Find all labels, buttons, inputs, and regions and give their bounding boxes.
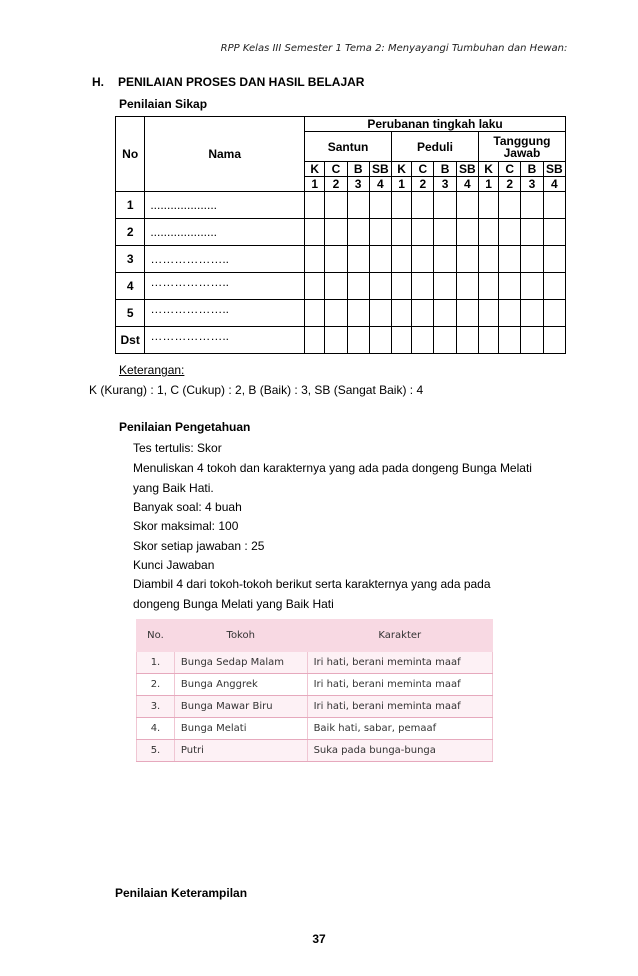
kunci-karakter: Iri hati, berani meminta maaf: [307, 674, 492, 696]
kunci-tokoh: Bunga Melati: [174, 718, 307, 740]
row-no: 1: [116, 192, 145, 219]
keterampilan-title: Penilaian Keterampilan: [115, 886, 248, 900]
pengetahuan-line: Diambil 4 dari tokoh-tokoh berikut serta karakternya yang ada pada: [133, 577, 491, 591]
table-row: [137, 652, 493, 674]
kunci-karakter: Baik hati, sabar, pemaaf: [307, 718, 492, 740]
row-no: 5: [116, 300, 145, 327]
row-name: ………………..: [145, 273, 305, 300]
sikap-table: [115, 116, 566, 354]
row-name: ………………..: [145, 246, 305, 273]
row-no: 4: [116, 273, 145, 300]
section-heading: [92, 75, 364, 89]
running-header: RPP Kelas III Semester 1 Tema 2: Menyayangi Tumbuhan dan Hewan:: [220, 43, 568, 54]
group-santun: Santun: [305, 132, 392, 162]
sub-letter: SB: [456, 162, 478, 177]
table-row: [116, 300, 566, 327]
table-row: [137, 696, 493, 718]
sub-score: 3: [521, 177, 543, 192]
group-tanggung-jawab: Tanggung Jawab: [478, 132, 565, 162]
col-nama-header: Nama: [145, 117, 305, 192]
sub-score: 1: [392, 177, 412, 192]
sub-score: 3: [347, 177, 369, 192]
sub-score: 4: [456, 177, 478, 192]
kunci-no: 5.: [137, 740, 175, 762]
pengetahuan-title: Penilaian Pengetahuan: [119, 420, 251, 434]
sub-score: 2: [325, 177, 347, 192]
pengetahuan-line: Skor maksimal: 100: [133, 519, 239, 533]
kunci-tokoh: Putri: [174, 740, 307, 762]
row-name: ………………..: [145, 327, 305, 354]
sub-score: 3: [434, 177, 456, 192]
sub-letter: SB: [543, 162, 565, 177]
sub-letter: SB: [369, 162, 391, 177]
kunci-no: 3.: [137, 696, 175, 718]
kunci-tokoh: Bunga Mawar Biru: [174, 696, 307, 718]
sub-letter: B: [521, 162, 543, 177]
kunci-karakter: Iri hati, berani meminta maaf: [307, 652, 492, 674]
kunci-tokoh: Bunga Anggrek: [174, 674, 307, 696]
group-peduli: Peduli: [392, 132, 479, 162]
pengetahuan-line: Banyak soal: 4 buah: [133, 500, 242, 514]
sub-score: 1: [305, 177, 325, 192]
section-title: PENILAIAN PROSES DAN HASIL BELAJAR: [118, 75, 365, 89]
table-row: [137, 740, 493, 762]
sub-letter: C: [499, 162, 521, 177]
table-row: [116, 192, 566, 219]
sub-letter: C: [325, 162, 347, 177]
table-row: [116, 246, 566, 273]
sub-score: 2: [499, 177, 521, 192]
pengetahuan-line: Skor setiap jawaban : 25: [133, 539, 265, 553]
pengetahuan-line: Menuliskan 4 tokoh dan karakternya yang ada pada dongeng Bunga Melati: [133, 461, 532, 475]
table-row: [137, 674, 493, 696]
kunci-no: 2.: [137, 674, 175, 696]
kunci-no: 4.: [137, 718, 175, 740]
row-name: ....................: [145, 219, 305, 246]
sub-letter: K: [392, 162, 412, 177]
keterangan-label: Keterangan:: [119, 363, 185, 377]
row-name: ....................: [145, 192, 305, 219]
row-name: ………………..: [145, 300, 305, 327]
table-row: [116, 327, 566, 354]
table-row: [137, 718, 493, 740]
kunci-karakter: Suka pada bunga-bunga: [307, 740, 492, 762]
kunci-header-no: No.: [137, 620, 175, 652]
sub-letter: K: [305, 162, 325, 177]
sub-score: 4: [543, 177, 565, 192]
sub-score: 2: [412, 177, 434, 192]
sub-letter: K: [478, 162, 498, 177]
pengetahuan-line: Kunci Jawaban: [133, 558, 215, 572]
page-number: 37: [312, 932, 326, 946]
kunci-no: 1.: [137, 652, 175, 674]
section-number: H.: [92, 75, 104, 89]
kunci-jawaban-table: [136, 619, 493, 762]
kunci-tokoh: Bunga Sedap Malam: [174, 652, 307, 674]
row-no: 2: [116, 219, 145, 246]
keterangan-text: K (Kurang) : 1, C (Cukup) : 2, B (Baik) : 3, SB (Sangat Baik) : 4: [89, 383, 424, 397]
sikap-title: Penilaian Sikap: [119, 97, 208, 111]
sub-letter: C: [412, 162, 434, 177]
kunci-header-tokoh: Tokoh: [174, 620, 307, 652]
col-no-header: No: [116, 117, 145, 192]
table-row: [116, 219, 566, 246]
pengetahuan-line: dongeng Bunga Melati yang Baik Hati: [133, 597, 334, 611]
kunci-karakter: Iri hati, berani meminta maaf: [307, 696, 492, 718]
table-row: [116, 273, 566, 300]
pengetahuan-line: Tes tertulis: Skor: [133, 441, 222, 455]
sub-score: 4: [369, 177, 391, 192]
col-group-header: Perubanan tingkah laku: [305, 117, 566, 132]
pengetahuan-line: yang Baik Hati.: [133, 481, 214, 495]
kunci-header-karakter: Karakter: [307, 620, 492, 652]
sub-score: 1: [478, 177, 498, 192]
sub-letter: B: [347, 162, 369, 177]
row-no: 3: [116, 246, 145, 273]
row-no: Dst: [116, 327, 145, 354]
sub-letter: B: [434, 162, 456, 177]
